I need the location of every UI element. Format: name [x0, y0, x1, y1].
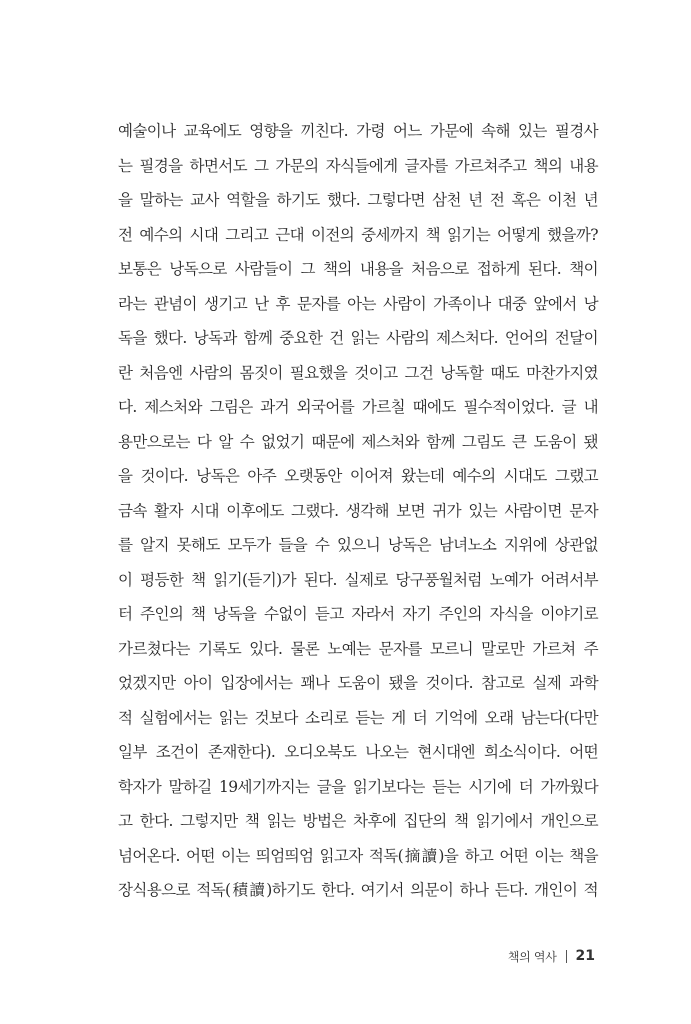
text-line: 었겠지만 아이 입장에서는 꽤나 도움이 됐을 것이다. 참고로 실제 과학	[118, 674, 598, 692]
text-line: 이 평등한 책 읽기(듣기)가 된다. 실제로 당구풍월처럼 노예가 어려서부	[118, 570, 598, 589]
body-text	[118, 114, 598, 908]
text-line: 가르쳤다는 기록도 있다. 물론 노예는 문자를 모르니 말로만 가르쳐 주	[118, 639, 598, 658]
text-line: 적 실험에서는 읽는 것보다 소리로 듣는 게 더 기억에 오래 남는다(다만	[118, 708, 598, 727]
text-line: 라는 관념이 생기고 난 후 문자를 아는 사람이 가족이나 대중 앞에서 낭	[118, 294, 598, 313]
text-line: 일부 조건이 존재한다). 오디오북도 나오는 현시대엔 희소식이다. 어떤	[118, 743, 598, 761]
page-footer	[508, 944, 595, 968]
running-title: 책의 역사	[507, 949, 557, 964]
text-line: 를 알지 못해도 모두가 들을 수 있으니 낭독은 남녀노소 지위에 상관없	[118, 536, 598, 554]
text-line: 금속 활자 시대 이후에도 그랬다. 생각해 보면 귀가 있는 사람이면 문자	[118, 501, 598, 520]
text-line: 터 주인의 책 낭독을 수없이 듣고 자라서 자기 주인의 자식을 이야기로	[118, 605, 598, 623]
text-line: 예술이나 교육에도 영향을 끼친다. 가령 어느 가문에 속해 있는 필경사	[118, 122, 598, 140]
text-line: 장식용으로 적독(積讀)하기도 한다. 여기서 의문이 하나 든다. 개인이 적	[118, 881, 598, 899]
text-line: 다. 제스처와 그림은 과거 외국어를 가르칠 때에도 필수적이었다. 글 내	[118, 398, 598, 416]
text-line: 넘어온다. 어떤 이는 띄엄띄엄 읽고자 적독(摘讀)을 하고 어떤 이는 책을	[118, 846, 598, 865]
text-line: 전 예수의 시대 그리고 근대 이전의 중세까지 책 읽기는 어떻게 했을까?	[118, 225, 598, 244]
text-line: 용만으로는 다 알 수 없었기 때문에 제스처와 함께 그림도 큰 도움이 됐	[118, 432, 598, 451]
text-line: 을 말하는 교사 역할을 하기도 했다. 그렇다면 삼천 년 전 혹은 이천 년	[118, 191, 598, 209]
text-line: 는 필경을 하면서도 그 가문의 자식들에게 글자를 가르쳐주고 책의 내용	[118, 156, 598, 175]
text-line: 을 것이다. 낭독은 아주 오랫동안 이어져 왔는데 예수의 시대도 그랬고	[118, 467, 598, 485]
page-number: 21	[575, 948, 595, 964]
footer-divider	[566, 950, 567, 963]
text-line: 고 한다. 그렇지만 책 읽는 방법은 차후에 집단의 책 읽기에서 개인으로	[118, 812, 598, 830]
text-line: 보통은 낭독으로 사람들이 그 책의 내용을 처음으로 접하게 된다. 책이	[118, 260, 598, 278]
text-line: 독을 했다. 낭독과 함께 중요한 건 읽는 사람의 제스처다. 언어의 전달이	[118, 329, 598, 347]
text-line: 란 처음엔 사람의 몸짓이 필요했을 것이고 그건 낭독할 때도 마찬가지였	[118, 363, 598, 382]
text-line: 학자가 말하길 19세기까지는 글을 읽기보다는 듣는 시기에 더 가까웠다	[118, 777, 598, 796]
